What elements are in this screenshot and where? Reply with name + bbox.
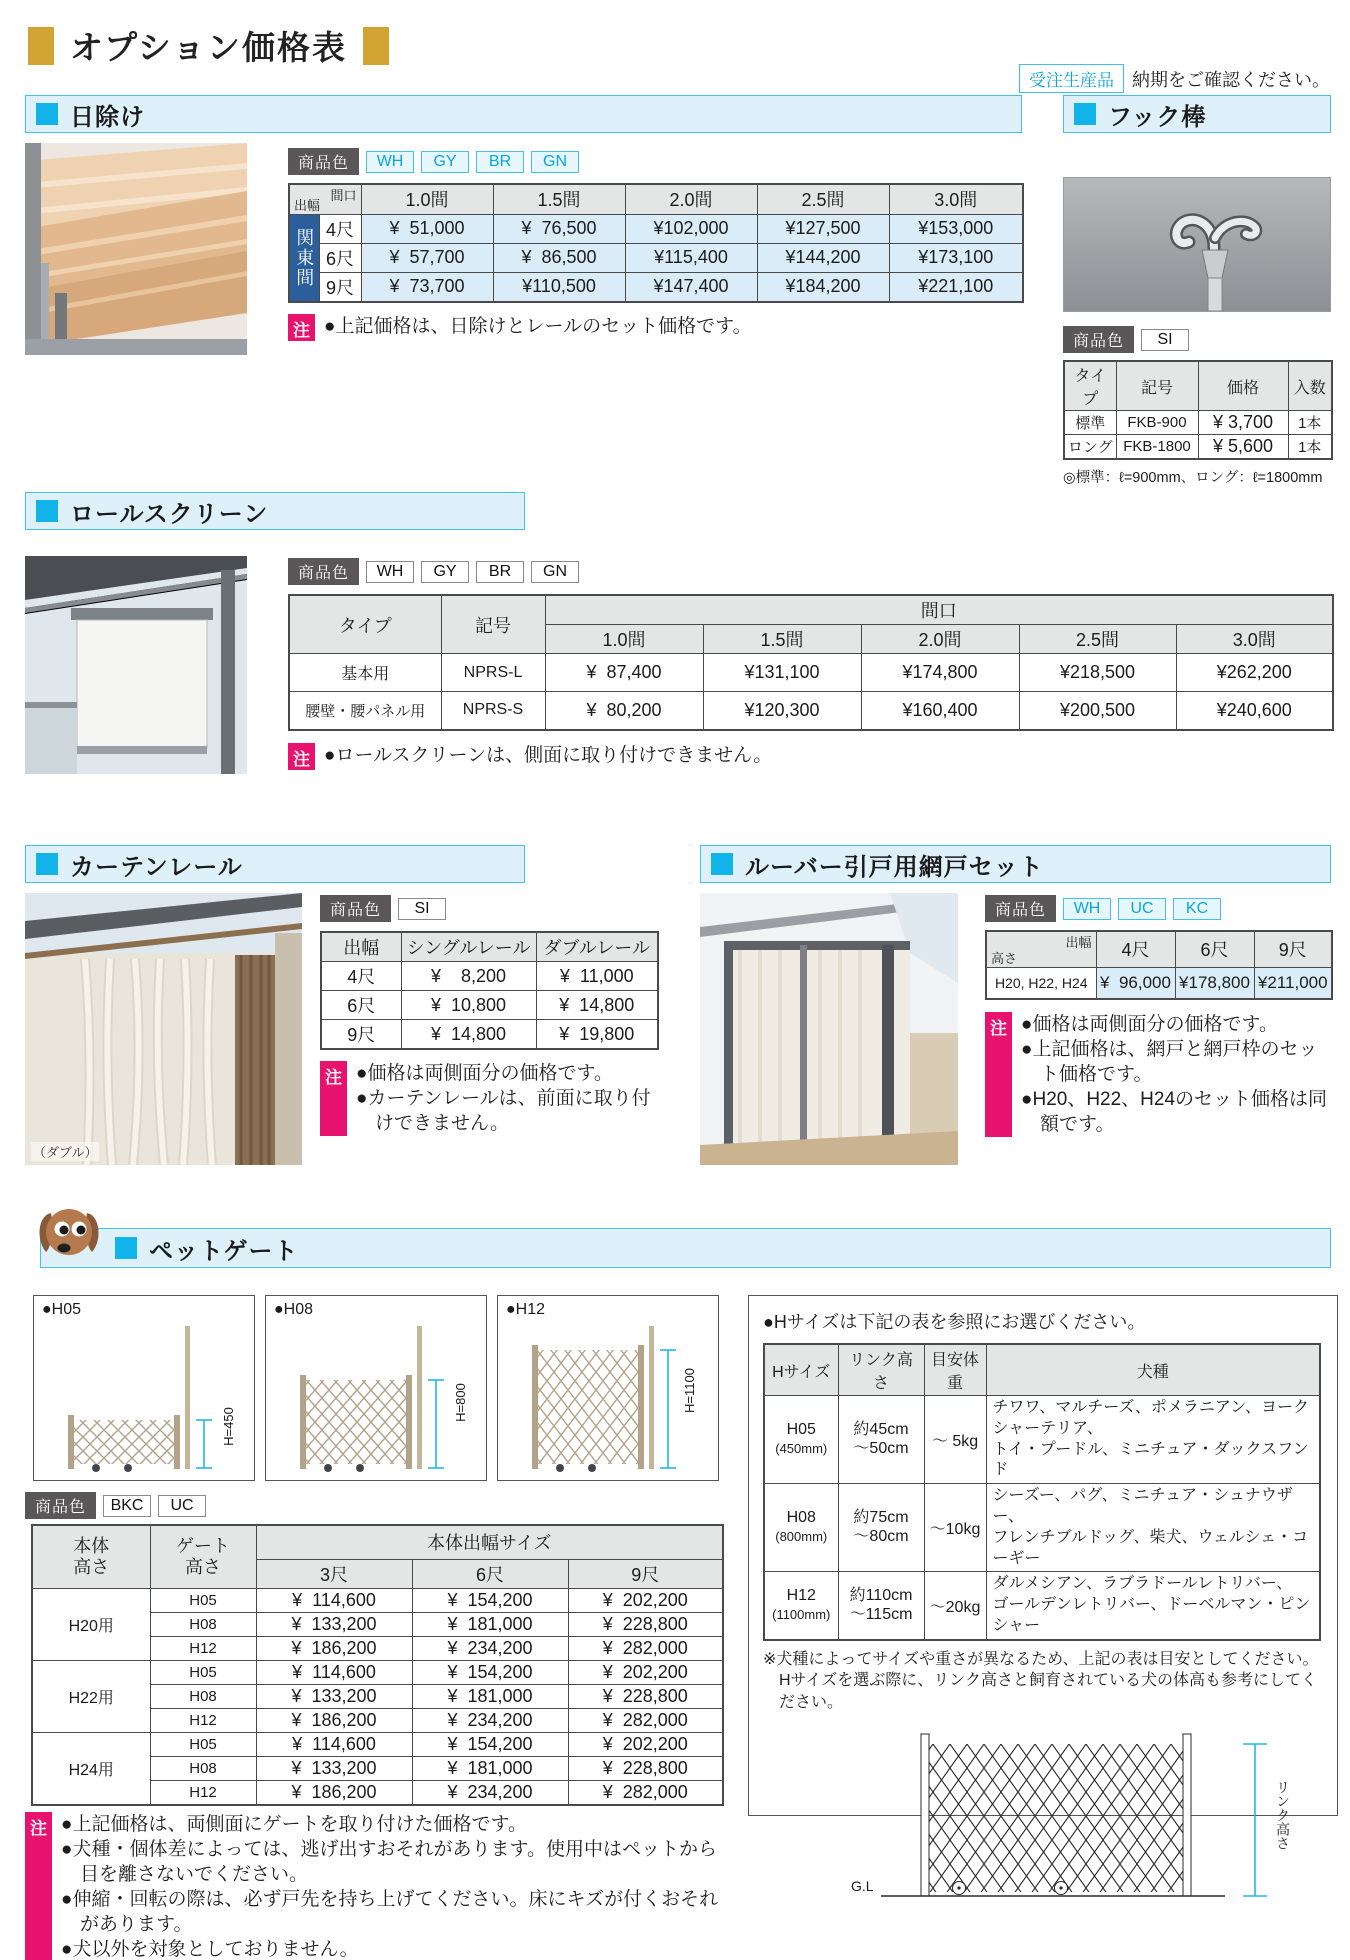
dimension-label: H=450: [221, 1407, 237, 1446]
span-header: 本体出幅サイズ: [256, 1525, 723, 1559]
region-label: 関東間: [289, 214, 319, 302]
note-badge: 注: [985, 1012, 1012, 1137]
diag-bottom-label: 出幅: [294, 197, 321, 213]
breeds-cell: シーズー、パグ、ミニチュア・シュナウザー、 フレンチブルドッグ、柴犬、ウェルシェ・コーギー: [986, 1484, 1320, 1572]
color-chip: BR: [476, 151, 524, 173]
gate-height-cell: H05: [150, 1588, 256, 1612]
pet-gate-diagram-h08: [265, 1295, 487, 1481]
col-header: 記号: [1116, 361, 1198, 411]
sunshade-photo: [25, 143, 247, 355]
col-header: 1.0間: [361, 184, 493, 214]
col-header: タイプ: [1064, 361, 1116, 411]
note-line: ●上記価格は、網戸と網戸枠のセット価格です。: [1021, 1039, 1318, 1086]
note-line: ●犬種・個体差によっては、逃げ出すおそれがあります。使用中はペットから目を離さないでください。: [61, 1839, 717, 1886]
col-header: ゲート高さ: [150, 1525, 256, 1588]
diagram-label: ●H08: [274, 1301, 314, 1318]
price-cell: ¥200,500: [1019, 692, 1176, 730]
section-title-roll-screen: ロールスクリーン: [70, 500, 269, 528]
page-title: [28, 22, 389, 69]
col-header: 出幅: [321, 932, 401, 962]
price-cell: ¥ 11,000: [536, 962, 658, 991]
order-production-note: [1019, 64, 1330, 93]
price-cell: ¥ 234,200: [412, 1780, 568, 1805]
col-header: 9尺: [1254, 931, 1332, 967]
diag-bottom-label: 高さ: [991, 950, 1018, 966]
link-height-cell: 約110cm ～115cm: [838, 1572, 924, 1640]
roll-color-chips: [288, 558, 1332, 585]
page-title-text: オプション価格表: [70, 29, 348, 66]
col-header: 3.0間: [1176, 625, 1333, 654]
price-cell: ¥ 181,000: [412, 1612, 568, 1636]
section-title-sunshade: 日除け: [70, 103, 145, 131]
price-cell: ¥ 133,200: [256, 1612, 412, 1636]
section-marker-icon: [711, 853, 733, 875]
price-cell: ¥153,000: [889, 214, 1023, 243]
price-cell: ¥ 154,200: [412, 1588, 568, 1612]
pet-gate-diagrams: [33, 1295, 719, 1481]
section-title-pet-gate: ペットゲート: [149, 1237, 299, 1265]
price-cell: ¥ 80,200: [545, 692, 703, 730]
body-height-label: H22用: [32, 1660, 150, 1732]
weight-cell: ～10kg: [924, 1484, 986, 1572]
pet-gate-notes: [25, 1812, 730, 1960]
price-cell: ¥ 86,500: [493, 243, 625, 272]
price-cell: ¥ 228,800: [568, 1756, 723, 1780]
pet-gate-color-chips: [25, 1492, 206, 1519]
roll-screen-note: [288, 743, 1332, 770]
price-cell: ¥ 228,800: [568, 1612, 723, 1636]
curtain-color-chips: [320, 895, 657, 922]
row-header: 9尺: [321, 1020, 401, 1050]
col-header: 犬種: [986, 1344, 1320, 1396]
qty-cell: 1本: [1288, 435, 1332, 460]
diagonal-header: [986, 931, 1096, 967]
color-chip: UC: [158, 1495, 206, 1517]
dimension-label: H=800: [453, 1383, 469, 1422]
price-cell: ¥115,400: [625, 243, 757, 272]
screen-door-photo: [700, 893, 958, 1165]
color-chip: GY: [421, 561, 469, 583]
section-marker-icon: [115, 1237, 137, 1259]
price-cell: ¥ 154,200: [412, 1660, 568, 1684]
product-color-label: 商品色: [985, 895, 1056, 922]
price-cell: ¥211,000: [1254, 967, 1332, 999]
dimension-label: H=1100: [682, 1368, 698, 1413]
section-marker-icon: [1074, 103, 1096, 125]
diagonal-header: [289, 184, 361, 214]
link-height-cell: 約45cm ～50cm: [838, 1396, 924, 1484]
screen-door-color-chips: [985, 895, 1331, 922]
footnote-line: Hサイズを選ぶ際に、リンク高さと飼育されている犬の体高も参考にしてください。: [779, 1672, 1317, 1711]
qty-cell: 1本: [1288, 411, 1332, 435]
row-header: 腰壁・腰パネル用: [289, 692, 441, 730]
price-cell: ¥221,100: [889, 272, 1023, 302]
hsize-cell: H08 (800mm): [764, 1484, 838, 1572]
row-header: 6尺: [321, 991, 401, 1020]
roll-screen-price-table: [288, 594, 1334, 731]
price-cell: ¥ 5,600: [1198, 435, 1288, 460]
row-header: 標準: [1064, 411, 1116, 435]
gate-height-cell: H08: [150, 1612, 256, 1636]
product-color-label: 商品色: [25, 1492, 96, 1519]
price-cell: ¥ 114,600: [256, 1660, 412, 1684]
note-line: ●犬以外を対象としておりません。: [61, 1939, 359, 1960]
gate-height-cell: H12: [150, 1780, 256, 1805]
color-chip: GY: [421, 151, 469, 173]
gold-square-icon: [28, 27, 54, 65]
screen-door-notes: [985, 1012, 1331, 1137]
section-marker-icon: [36, 103, 58, 125]
link-height-cell: 約75cm ～80cm: [838, 1484, 924, 1572]
note-badge: 注: [288, 314, 315, 341]
gate-height-cell: H08: [150, 1756, 256, 1780]
col-header: 4尺: [1096, 931, 1175, 967]
sunshade-color-chips: [288, 148, 1022, 175]
price-cell: ¥ 133,200: [256, 1684, 412, 1708]
price-cell: ¥174,800: [861, 654, 1019, 692]
price-cell: ¥ 186,200: [256, 1708, 412, 1732]
weight-cell: ～ 5kg: [924, 1396, 986, 1484]
order-production-badge: 受注生産品: [1019, 64, 1124, 93]
note-line: ●伸縮・回転の際は、必ず戸先を持ち上げてください。床にキズが付くおそれがあります。: [61, 1889, 719, 1936]
color-chip: BKC: [103, 1495, 151, 1517]
col-header: 6尺: [1175, 931, 1254, 967]
note-line: ●H20、H22、H24のセット価格は同額です。: [1021, 1089, 1328, 1136]
hsize-cell: H12 (1100mm): [764, 1572, 838, 1640]
hsize-footnotes: [763, 1649, 1323, 1714]
price-cell: ¥ 14,800: [401, 1020, 536, 1050]
pet-gate-price-table: [31, 1524, 724, 1806]
diagram-label: ●H05: [42, 1301, 82, 1318]
color-chip: BR: [476, 561, 524, 583]
hsize-table: [763, 1343, 1321, 1641]
col-header: リンク高さ: [838, 1344, 924, 1396]
note-badge: 注: [320, 1061, 347, 1136]
gate-height-cell: H05: [150, 1660, 256, 1684]
code-cell: NPRS-S: [441, 692, 545, 730]
col-header: 2.0間: [861, 625, 1019, 654]
price-cell: ¥ 114,600: [256, 1732, 412, 1756]
price-cell: ¥ 154,200: [412, 1732, 568, 1756]
col-header: 本体高さ: [32, 1525, 150, 1588]
curtain-rail-price-table: [320, 931, 659, 1050]
breeds-cell: ダルメシアン、ラブラドールレトリバー、 ゴールデンレトリバー、ドーベルマン・ピンシャー: [986, 1572, 1320, 1640]
col-header: 2.5間: [1019, 625, 1176, 654]
gate-height-cell: H12: [150, 1636, 256, 1660]
col-header: 1.5間: [493, 184, 625, 214]
dog-icon: [36, 1198, 102, 1268]
sunshade-content: [288, 148, 1022, 341]
col-header: 3.0間: [889, 184, 1023, 214]
col-header: 記号: [441, 595, 545, 654]
price-cell: ¥144,200: [757, 243, 889, 272]
note-line: ●カーテンレールは、前面に取り付けできません。: [356, 1088, 651, 1135]
code-cell: FKB-1800: [1116, 435, 1198, 460]
price-cell: ¥ 96,000: [1096, 967, 1175, 999]
price-cell: ¥ 202,200: [568, 1588, 723, 1612]
section-header-pet-gate: [40, 1228, 1331, 1268]
footnote-line: ※犬種によってサイズや重さが異なるため、上記の表は目安としてください。: [763, 1650, 1319, 1668]
diag-top-label: 間口: [330, 188, 357, 203]
col-header: 2.0間: [625, 184, 757, 214]
note-badge: 注: [288, 743, 315, 770]
color-chip: SI: [398, 898, 446, 920]
color-chip: KC: [1173, 898, 1221, 920]
curtain-rail-content: [320, 895, 657, 1136]
gold-square-icon: [363, 27, 389, 65]
col-header: 1.0間: [545, 625, 703, 654]
order-note-text: 納期をご確認ください。: [1132, 69, 1330, 90]
link-height-diagram: [763, 1720, 1323, 1945]
price-cell: ¥ 282,000: [568, 1636, 723, 1660]
section-marker-icon: [36, 853, 58, 875]
breeds-cell: チワワ、マルチーズ、ポメラニアン、ヨークシャーテリア、 トイ・プードル、ミニチュア・ダックスフンド: [986, 1396, 1320, 1484]
product-color-label: 商品色: [288, 558, 359, 585]
section-title-hook-rod: フック棒: [1108, 103, 1207, 131]
note-line: ●価格は両側面分の価格です。: [356, 1063, 613, 1084]
gate-height-cell: H12: [150, 1708, 256, 1732]
sunshade-note: [288, 314, 1022, 341]
pet-gate-diagram-h12: [497, 1295, 719, 1481]
price-cell: ¥ 19,800: [536, 1020, 658, 1050]
price-cell: ¥ 228,800: [568, 1684, 723, 1708]
link-height-label: リンク高さ: [1275, 1779, 1291, 1850]
price-cell: ¥120,300: [703, 692, 861, 730]
code-cell: NPRS-L: [441, 654, 545, 692]
col-header: 9尺: [568, 1559, 723, 1588]
hsize-cell: H05 (450mm): [764, 1396, 838, 1484]
screen-door-content: [985, 895, 1331, 1137]
row-header: H20, H22, H24: [986, 967, 1096, 999]
note-line: ●ロールスクリーンは、側面に取り付けできません。: [324, 744, 773, 766]
row-header: 4尺: [319, 214, 361, 243]
product-color-label: 商品色: [288, 148, 359, 175]
span-header: 間口: [545, 595, 1333, 625]
hook-color-chips: [1063, 326, 1331, 353]
row-header: 9尺: [319, 272, 361, 302]
pet-gate-diagram-h05: [33, 1295, 255, 1481]
price-cell: ¥ 51,000: [361, 214, 493, 243]
price-cell: ¥127,500: [757, 214, 889, 243]
row-header: 4尺: [321, 962, 401, 991]
color-chip: GN: [531, 561, 579, 583]
diagram-label: ●H12: [506, 1301, 546, 1318]
col-header: ダブルレール: [536, 932, 658, 962]
price-cell: ¥ 186,200: [256, 1636, 412, 1660]
col-header: 入数: [1288, 361, 1332, 411]
roll-screen-photo: [25, 556, 247, 774]
price-cell: ¥ 8,200: [401, 962, 536, 991]
col-header: 3尺: [256, 1559, 412, 1588]
price-cell: ¥262,200: [1176, 654, 1333, 692]
col-header: Hサイズ: [764, 1344, 838, 1396]
col-header: 6尺: [412, 1559, 568, 1588]
section-header-roll-screen: [25, 492, 525, 530]
section-title-curtain-rail: カーテンレール: [70, 853, 243, 881]
note-line: ●価格は両側面分の価格です。: [1021, 1014, 1278, 1035]
price-cell: ¥ 133,200: [256, 1756, 412, 1780]
price-cell: ¥184,200: [757, 272, 889, 302]
col-header: 2.5間: [757, 184, 889, 214]
hook-rod-content: [1063, 326, 1331, 487]
price-cell: ¥173,100: [889, 243, 1023, 272]
row-header: 基本用: [289, 654, 441, 692]
price-cell: ¥ 282,000: [568, 1780, 723, 1805]
price-cell: ¥160,400: [861, 692, 1019, 730]
price-cell: ¥ 57,700: [361, 243, 493, 272]
price-cell: ¥ 186,200: [256, 1780, 412, 1805]
color-chip: WH: [366, 151, 414, 173]
gate-height-cell: H05: [150, 1732, 256, 1756]
color-chip: WH: [1063, 898, 1111, 920]
price-cell: ¥ 3,700: [1198, 411, 1288, 435]
price-cell: ¥147,400: [625, 272, 757, 302]
note-badge: 注: [25, 1812, 52, 1960]
row-header: ロング: [1064, 435, 1116, 460]
col-header: タイプ: [289, 595, 441, 654]
ground-line-label: G.L: [851, 1877, 874, 1894]
section-header-screen-door: [700, 845, 1331, 883]
price-cell: ¥240,600: [1176, 692, 1333, 730]
product-color-label: 商品色: [320, 895, 391, 922]
sunshade-price-table: [288, 183, 1024, 303]
section-marker-icon: [36, 500, 58, 522]
price-cell: ¥ 10,800: [401, 991, 536, 1020]
color-chip: SI: [1141, 329, 1189, 351]
price-cell: ¥ 114,600: [256, 1588, 412, 1612]
price-cell: ¥ 181,000: [412, 1756, 568, 1780]
screen-door-price-table: [985, 930, 1333, 1000]
col-header: 目安体重: [924, 1344, 986, 1396]
section-header-hook-rod: [1063, 95, 1331, 133]
body-height-label: H24用: [32, 1732, 150, 1805]
diag-top-label: 出幅: [1065, 935, 1092, 950]
price-cell: ¥ 14,800: [536, 991, 658, 1020]
col-header: 価格: [1198, 361, 1288, 411]
color-chip: WH: [366, 561, 414, 583]
color-chip: UC: [1118, 898, 1166, 920]
photo-caption: （ダブル）: [31, 1142, 99, 1161]
price-cell: ¥ 76,500: [493, 214, 625, 243]
body-height-label: H20用: [32, 1588, 150, 1660]
curtain-rail-notes: [320, 1061, 657, 1136]
hsize-reference-panel: [748, 1295, 1338, 1894]
section-header-curtain-rail: [25, 845, 525, 883]
note-line: ●上記価格は、両側面にゲートを取り付けた価格です。: [61, 1814, 527, 1835]
hook-length-note: ◎標準：ℓ=900mm、ロング：ℓ=1800mm: [1063, 470, 1323, 486]
price-cell: ¥102,000: [625, 214, 757, 243]
price-cell: ¥ 202,200: [568, 1732, 723, 1756]
price-cell: ¥ 87,400: [545, 654, 703, 692]
price-cell: ¥178,800: [1175, 967, 1254, 999]
color-chip: GN: [531, 151, 579, 173]
price-cell: ¥ 282,000: [568, 1708, 723, 1732]
note-line: ●上記価格は、日除けとレールのセット価格です。: [324, 315, 752, 337]
hook-price-table: [1063, 360, 1333, 460]
row-header: 6尺: [319, 243, 361, 272]
hsize-intro: ●Hサイズは下記の表を参照にお選びください。: [763, 1312, 1146, 1332]
section-header-sunshade: [25, 95, 1022, 133]
roll-screen-content: [288, 558, 1332, 770]
price-cell: ¥ 181,000: [412, 1684, 568, 1708]
curtain-rail-photo: [25, 893, 302, 1165]
price-cell: ¥ 73,700: [361, 272, 493, 302]
col-header: シングルレール: [401, 932, 536, 962]
code-cell: FKB-900: [1116, 411, 1198, 435]
product-color-label: 商品色: [1063, 326, 1134, 353]
price-cell: ¥ 202,200: [568, 1660, 723, 1684]
weight-cell: ～20kg: [924, 1572, 986, 1640]
section-title-screen-door: ルーバー引戸用網戸セット: [745, 853, 1044, 881]
col-header: 1.5間: [703, 625, 861, 654]
hook-rod-photo: [1063, 177, 1331, 312]
price-cell: ¥218,500: [1019, 654, 1176, 692]
price-cell: ¥ 234,200: [412, 1636, 568, 1660]
price-cell: ¥131,100: [703, 654, 861, 692]
gate-height-cell: H08: [150, 1684, 256, 1708]
price-cell: ¥110,500: [493, 272, 625, 302]
price-cell: ¥ 234,200: [412, 1708, 568, 1732]
